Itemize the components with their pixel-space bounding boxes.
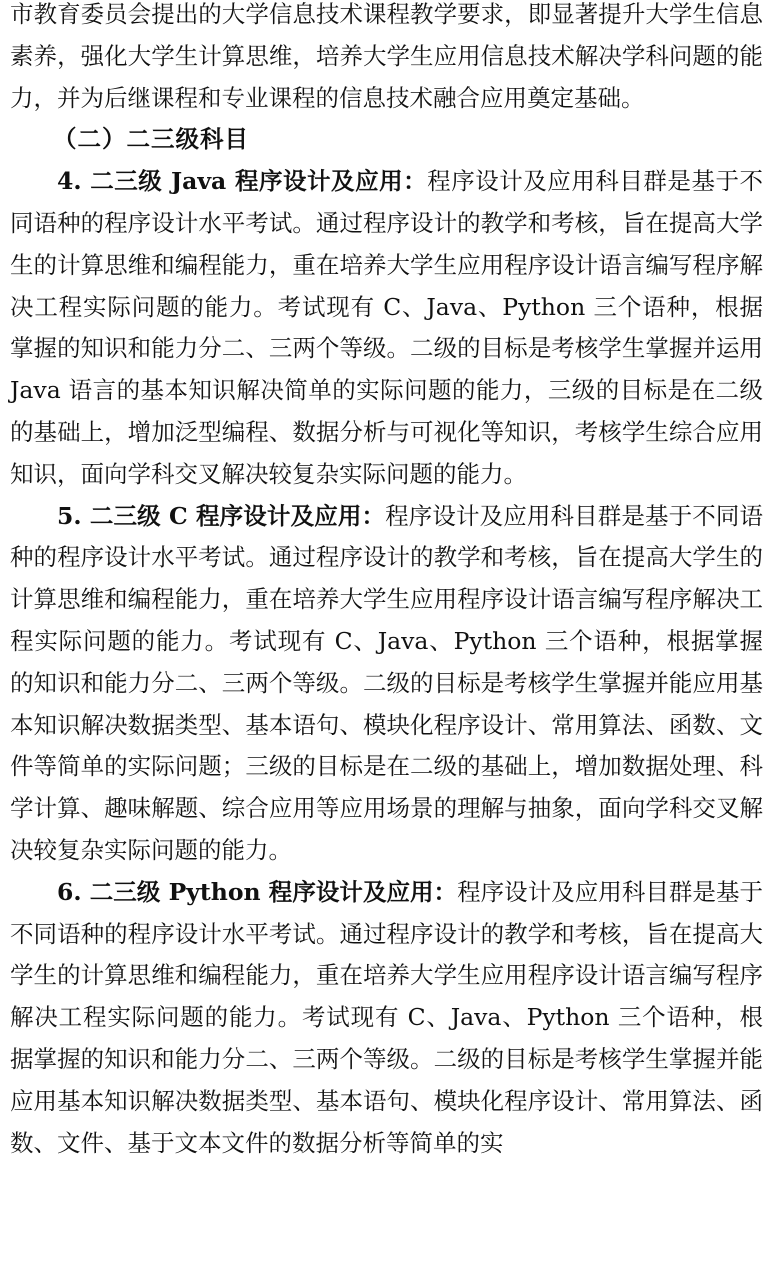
item-paragraph-java	[10, 161, 763, 495]
section-heading: （二）二三级科目	[53, 125, 249, 154]
intro-paragraph: 市教育委员会提出的大学信息技术课程教学要求，即显著提升大学生信息素养，强化大学生计算思维，培养大学生应用信息技术解决学科问题的能力，并为后继课程和专业课程的信息技术融合应用奠定基础。	[10, 0, 763, 112]
item-body-c: 程序设计及应用科目群是基于不同语种的程序设计水平考试。通过程序设计的教学和考核，旨在提高大学生的计算思维和编程能力，重在培养大学生应用程序设计语言编写程序解决工程实际问题的能力。考试现有 C、Java、Python 三个语种，根据掌握的知识和能力分二、三两个等级。二级的目标是考核学生掌握并能应用基本知识解决数据类型、基本语句、模块化程序设计、常用算法、函数、文件等简单的实际问题；三级的目标是在二级的基础上，增加数据处理、科学计算、趣味解题、综合应用等应用场景的理解与抽象，面向学科交叉解决较复杂实际问题的能力。	[10, 501, 764, 864]
item-body-java: 程序设计及应用科目群是基于不同语种的程序设计水平考试。通过程序设计的教学和考核，旨在提高大学生的计算思维和编程能力，重在培养大学生应用程序设计语言编写程序解决工程实际问题的能力。考试现有 C、Java、Python 三个语种，根据掌握的知识和能力分二、三两个等级。二级的目标是考核学生掌握并运用 Java 语言的基本知识解决简单的实际问题的能力，三级的目标是在二级的基础上，增加泛型编程、数据分析与可视化等知识，考核学生综合应用知识，面向学科交叉解决较复杂实际问题的能力。	[10, 167, 764, 488]
document-page	[10, 0, 763, 1164]
item-title-java: 4. 二三级 Java 程序设计及应用：	[57, 167, 428, 196]
item-paragraph-c	[10, 496, 763, 872]
item-body-python: 程序设计及应用科目群是基于不同语种的程序设计水平考试。通过程序设计的教学和考核，旨在提高大学生的计算思维和编程能力，重在培养大学生应用程序设计语言编写程序解决工程实际问题的能力。考试现有 C、Java、Python 三个语种，根据掌握的知识和能力分二、三两个等级。二级的目标是考核学生掌握并能应用基本知识解决数据类型、基本语句、模块化程序设计、常用算法、函数、文件、基于文本文件的数据分析等简单的实	[10, 877, 764, 1157]
item-title-c: 5. 二三级 C 程序设计及应用：	[57, 501, 386, 530]
item-title-python: 6. 二三级 Python 程序设计及应用：	[57, 877, 458, 906]
item-paragraph-python	[10, 872, 763, 1165]
